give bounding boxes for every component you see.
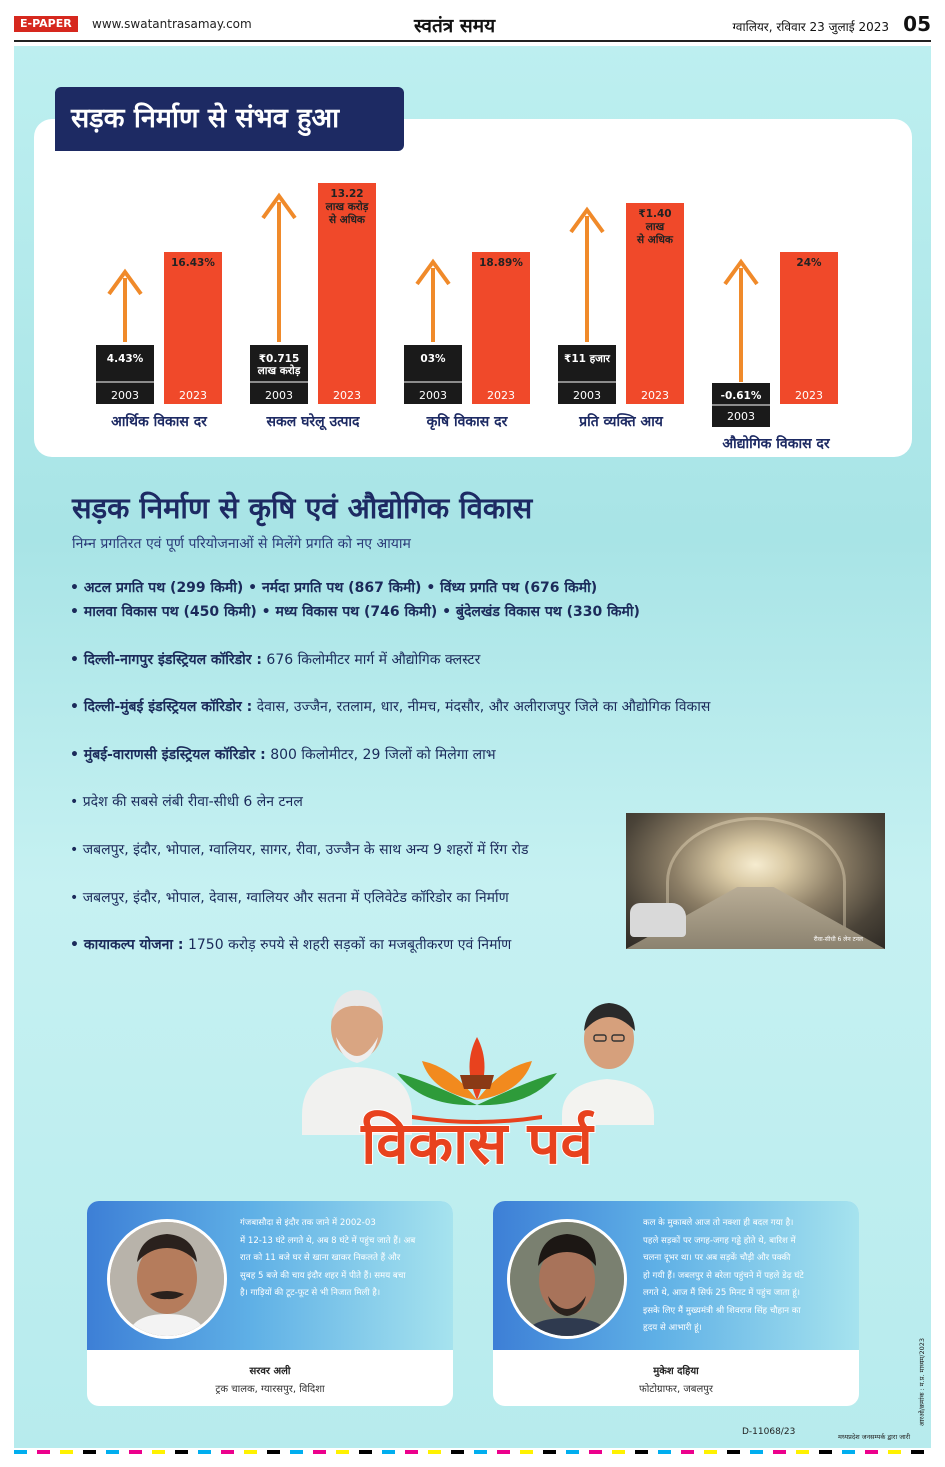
bar-2003-value-label: -0.61% (720, 390, 762, 402)
category-label: औद्योगिक विकास दर (722, 436, 830, 452)
testimonial-quote (240, 1215, 415, 1303)
list-item (70, 650, 480, 669)
issuer-note: मध्यप्रदेश जनसम्पर्क द्वारा जारी (838, 1433, 911, 1441)
bar-2023-year-label: 2023 (795, 389, 823, 402)
website-url[interactable]: www.swatantrasamay.com (92, 17, 252, 31)
registration-mark (336, 1450, 349, 1454)
bar-2003-value-label: ₹0.715 (258, 353, 300, 365)
section-subtitle: निम्न प्रगतिरत एवं पूर्ण परियोजनाओं से मिलेंगे प्रगति को नए आयाम (72, 536, 411, 552)
list-item-bold: • मुंबई-वाराणसी इंडस्ट्रियल कॉरिडोर : (70, 747, 266, 763)
bar-2023-year-label: 2023 (487, 389, 515, 402)
list-item (70, 697, 710, 716)
registration-mark (543, 1450, 556, 1454)
bar-2023-year-label: 2023 (179, 389, 207, 402)
list-item-text: 676 किलोमीटर मार्ग में औद्योगिक क्लस्टर (261, 652, 481, 668)
bar-2003-value-label: 03% (420, 353, 446, 365)
registration-marks (14, 1450, 931, 1454)
avatar (507, 1219, 627, 1339)
category-label: प्रति व्यक्ति आय (579, 414, 663, 430)
tunnel-caption: रीवा-सीधी 6 लेन टनल (813, 936, 863, 943)
quote-line: रात को 11 बजे घर से खाना खाकर निकलते हैं और (240, 1253, 401, 1263)
bar-2023-value-label: 18.89% (479, 257, 523, 269)
registration-mark (60, 1450, 73, 1454)
registration-mark (405, 1450, 418, 1454)
dateline: ग्वालियर, रविवार 23 जुलाई 2023 (732, 20, 889, 34)
testimonial-role: फोटोग्राफर, जबलपुर (639, 1384, 713, 1395)
bar-2023-value-label: 24% (796, 257, 822, 269)
bar-2003-year-label: 2003 (265, 389, 293, 402)
list-item (70, 888, 509, 907)
list-item (70, 792, 303, 811)
registration-mark (773, 1450, 786, 1454)
quote-line: लगते थे, आज मैं सिर्फ 25 मिनट में पहुंच जाता हूं। (643, 1288, 801, 1298)
registration-mark (635, 1450, 648, 1454)
testimonial-name: सरवर अली (249, 1366, 291, 1377)
registration-mark (359, 1450, 372, 1454)
project-line-2: • मालवा विकास पथ (450 किमी) • मध्य विकास पथ (746 किमी) • बुंदेलखंड विकास पथ (330 किमी) (70, 604, 640, 620)
ad-code: D-11068/23 (742, 1427, 796, 1437)
list-item (70, 935, 511, 954)
bar-2003-year-label: 2003 (727, 410, 755, 423)
bar-2003-value-label: 4.43% (106, 353, 144, 365)
registration-mark (198, 1450, 211, 1454)
registration-mark (14, 1450, 27, 1454)
quote-line: इसके लिए मैं मुख्यमंत्री श्री शिवराज सिंह चौहान का (643, 1305, 801, 1316)
list-item-text: • प्रदेश की सबसे लंबी रीवा-सीधी 6 लेन टनल (70, 794, 303, 810)
quote-line: पहले सड़कों पर जगह-जगह गड्ढे होते थे, बारिश में (643, 1235, 796, 1246)
registration-mark (727, 1450, 740, 1454)
ro-number: आरओ/क्रमांक : म.प्र. माध्यम/2023 (918, 1338, 926, 1427)
registration-mark (106, 1450, 119, 1454)
section-title: सड़क निर्माण से कृषि एवं औद्योगिक विकास (72, 491, 533, 525)
registration-mark (244, 1450, 257, 1454)
list-item-bold: • दिल्ली-मुंबई इंडस्ट्रियल कॉरिडोर : (70, 699, 253, 715)
bar-2003-year-label: 2003 (419, 389, 447, 402)
quote-line: में 12-13 घंटे लगते थे, अब 8 घंटे में पहुंच जाते हैं। अब (240, 1235, 416, 1246)
right-portrait (562, 1003, 654, 1125)
bar-2023-value-label: ₹1.40 (638, 208, 672, 220)
car-shape (630, 903, 686, 937)
registration-mark (520, 1450, 533, 1454)
quote-line: हृदय से आभारी हूं। (643, 1323, 702, 1333)
bar-2003-year-label: 2003 (111, 389, 139, 402)
list-item-bold: • कायाकल्प योजना : (70, 937, 184, 953)
registration-mark (589, 1450, 602, 1454)
vikas-parv-logo (262, 975, 692, 1175)
bar-2023-value-label: लाख करोड़ (325, 201, 369, 213)
testimonial-role: ट्रक चालक, ग्यारसपुर, विदिशा (215, 1384, 325, 1395)
project-line-1: • अटल प्रगति पथ (299 किमी) • नर्मदा प्रगति पथ (867 किमी) • विंध्य प्रगति पथ (676 किमी) (70, 580, 598, 596)
registration-mark (888, 1450, 901, 1454)
logo-text: विकास पर्व (361, 1109, 593, 1175)
registration-mark (428, 1450, 441, 1454)
bar-2023 (164, 252, 222, 404)
avatar (107, 1219, 227, 1339)
list-item-text: • जबलपुर, इंदौर, भोपाल, देवास, ग्वालियर और सतना में एलिवेटेड कॉरिडोर का निर्माण (70, 890, 509, 906)
bar-2023-year-label: 2023 (333, 389, 361, 402)
registration-mark (37, 1450, 50, 1454)
testimonial-name: मुकेश दहिया (653, 1366, 699, 1377)
registration-mark (704, 1450, 717, 1454)
bar-2023-year-label: 2023 (641, 389, 669, 402)
chart-banner: सड़क निर्माण से संभव हुआ (55, 87, 404, 151)
bar-2003-value-label: ₹11 हजार (564, 353, 610, 365)
registration-mark (221, 1450, 234, 1454)
page-number: 05 (903, 12, 931, 36)
registration-mark (819, 1450, 832, 1454)
quote-line: गंजबासौदा से इंदौर तक जाने में 2002-03 (240, 1218, 376, 1228)
category-label: कृषि विकास दर (426, 414, 508, 430)
quote-line: हो गयी हैं। जबलपुर से बरेला पहुंचने में पहले डेढ़ घंटे (643, 1270, 804, 1281)
registration-mark (750, 1450, 763, 1454)
list-item-text: • जबलपुर, इंदौर, भोपाल, ग्वालियर, सागर, रीवा, उज्जैन के साथ अन्य 9 शहरों में रिंग रोड (70, 842, 529, 858)
testimonial-card-2 (493, 1201, 859, 1406)
growth-bar-chart (0, 0, 945, 470)
registration-mark (382, 1450, 395, 1454)
registration-mark (842, 1450, 855, 1454)
category-label: आर्थिक विकास दर (111, 414, 207, 430)
quote-line: है। गाड़ियों की टूट-फूट से भी निजात मिली है। (240, 1288, 381, 1298)
bar-2023-value-label: 16.43% (171, 257, 215, 269)
registration-mark (267, 1450, 280, 1454)
bar-2023 (472, 252, 530, 404)
list-item-bold: • दिल्ली-नागपुर इंडस्ट्रियल कॉरिडोर : (70, 652, 262, 668)
registration-mark (658, 1450, 671, 1454)
registration-mark (474, 1450, 487, 1454)
bar-2003-year-label: 2003 (573, 389, 601, 402)
category-label: सकल घरेलू उत्पाद (266, 414, 360, 430)
bar-2023-value-label: 13.22 (330, 188, 364, 200)
testimonial-card-1 (87, 1201, 453, 1406)
paper-name: स्वतंत्र समय (414, 15, 496, 37)
registration-mark (451, 1450, 464, 1454)
list-item-text: 1750 करोड़ रुपये से शहरी सड़कों का मजबूतीकरण एवं निर्माण (183, 937, 512, 953)
registration-mark (865, 1450, 878, 1454)
registration-mark (497, 1450, 510, 1454)
quote-line: कल के मुकाबले आज तो नक्शा ही बदल गया है। (643, 1218, 794, 1228)
testimonial-quote (643, 1215, 804, 1338)
list-item-text: देवास, उज्जैन, रतलाम, धार, नीमच, मंदसौर, और अलीराजपुर जिले का औद्योगिक विकास (252, 699, 711, 715)
registration-mark (313, 1450, 326, 1454)
quote-line: सुबह 5 बजे की चाय इंदौर शहर में पीते हैं। समय बचा (240, 1270, 406, 1281)
tunnel-photo (626, 813, 885, 949)
bar-2023-value-label: से अधिक (328, 214, 366, 226)
bar-2023-value-label: से अधिक (636, 234, 674, 246)
registration-mark (566, 1450, 579, 1454)
registration-mark (152, 1450, 165, 1454)
list-item-text: 800 किलोमीटर, 29 जिलों को मिलेगा लाभ (265, 747, 496, 763)
epaper-label: E-PAPER (14, 16, 78, 32)
registration-mark (911, 1450, 924, 1454)
registration-mark (796, 1450, 809, 1454)
quote-line: चलना दूभर था। पर अब सड़कें चौड़ी और पक्की (643, 1253, 791, 1263)
bar-2003-value-label: लाख करोड़ (257, 365, 301, 377)
registration-mark (681, 1450, 694, 1454)
registration-mark (290, 1450, 303, 1454)
registration-mark (83, 1450, 96, 1454)
list-item (70, 745, 496, 764)
registration-mark (129, 1450, 142, 1454)
list-item (70, 840, 528, 859)
registration-mark (612, 1450, 625, 1454)
registration-mark (175, 1450, 188, 1454)
bar-2023-value-label: लाख (645, 221, 665, 233)
bar-2023 (780, 252, 838, 404)
